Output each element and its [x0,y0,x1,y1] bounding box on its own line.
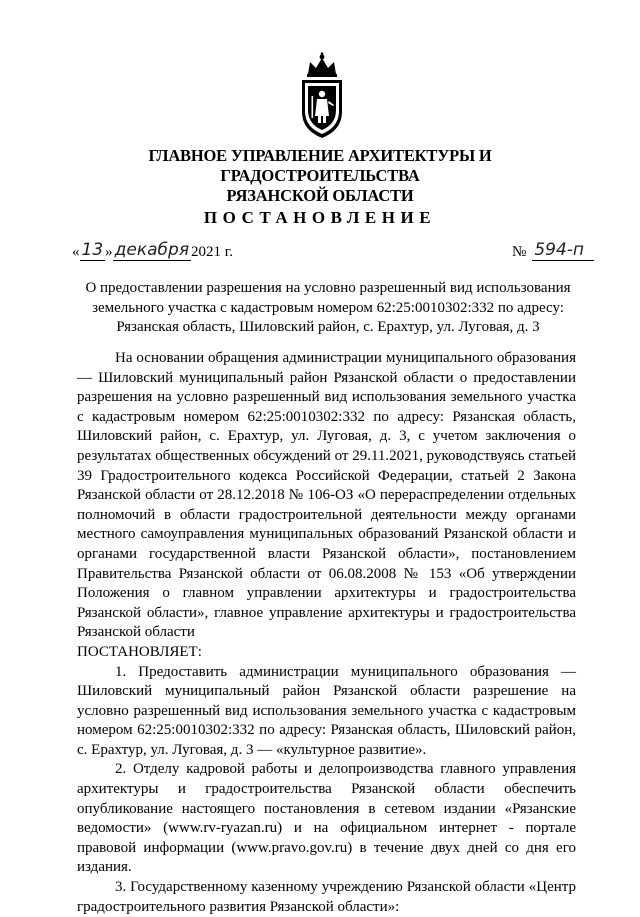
document-type-title: ПОСТАНОВЛЕНИЕ [203,208,437,227]
decree-word: ПОСТАНОВЛЯЕТ: [77,643,202,660]
issuing-authority [60,146,580,206]
document-number [512,240,594,261]
ryazan-coat-of-arms-icon [296,52,348,142]
subject-line-2: земельного участка с кадастровым номером 62:25:0010302:332 по адресу: [92,299,564,316]
preamble-paragraph: На основании обращения администрации муниципального образования — Шиловский муниципальный район Рязанской области о предоставлении разрешения на условно разрешенный вид использования земельного участка с кадастровым номером 62:25:0010302:332 по адресу: Рязанская область, Шиловский район, с. Ерахтур, ул. Луговая, д. 3, с учетом заключения о результатах общественных обсуждений от 29.11.2021, руководствуясь статьей 39 Градостроительного кодекса Российской Федерации, статьей 2 Закона Рязанской области от 28.12.2018 № 106-ОЗ «О перераспределении отдельных полномочий в области градостроительной деятельности между органами местного самоуправления муниципальных образований Рязанской области и органами государственной власти Рязанской области», постановлением Правительства Рязанской области от 06.08.2008 № 153 «Об утверждении Положения о главном управлении архитектуры и градостроительства Рязанской области», главное управление архитектуры и градостроительства Рязанской области [77,350,576,641]
date-month: декабря [114,240,190,260]
authority-line-2: РЯЗАНСКОЙ ОБЛАСТИ [226,186,414,205]
subject-line-3: Рязанская область, Шиловский район, с. Ерахтур, ул. Луговая, д. 3 [116,319,540,335]
document-body [77,349,576,917]
date-year: 2021 г. [191,244,234,260]
date-quote-close: » [105,244,113,260]
number-prefix: № [512,244,527,260]
decree-item-3: 3. Государственному казенному учреждению Рязанской области «Центр градостроительного развития Рязанской области»: [77,879,576,915]
authority-line-1: ГЛАВНОЕ УПРАВЛЕНИЕ АРХИТЕКТУРЫ И ГРАДОСТРОИТЕЛЬСТВА [148,146,492,185]
subject-line-1: О предоставлении разрешения на условно разрешенный вид использования [85,280,571,296]
decree-item-2: 2. Отделу кадровой работы и делопроизводства главного управления архитектуры и градостроительства Рязанской области обеспечить опубликование настоящего постановления в сетевом издании «Рязанские ведомости» (www.rv-ryazan.ru) и на официальном интернет - портале правовой информации (www.pravo.gov.ru) в течение двух дней со дня его издания. [77,761,576,876]
number-value: 594-п [532,240,594,261]
decree-item-1: 1. Предоставить администрации муниципального образования — Шиловский муниципальный район Рязанской области разрешение на условно разрешенный вид использования земельного участка с кадастровым номером 62:25:0010302:332 по адресу: Рязанская область, Шиловский район, с. Ерахтур, ул. Луговая, д. 3 — «культурное развитие». [77,663,576,758]
document-subject [80,279,576,338]
document-date [72,240,233,261]
date-quote-open: « [72,244,80,260]
date-day: 13 [81,240,104,260]
